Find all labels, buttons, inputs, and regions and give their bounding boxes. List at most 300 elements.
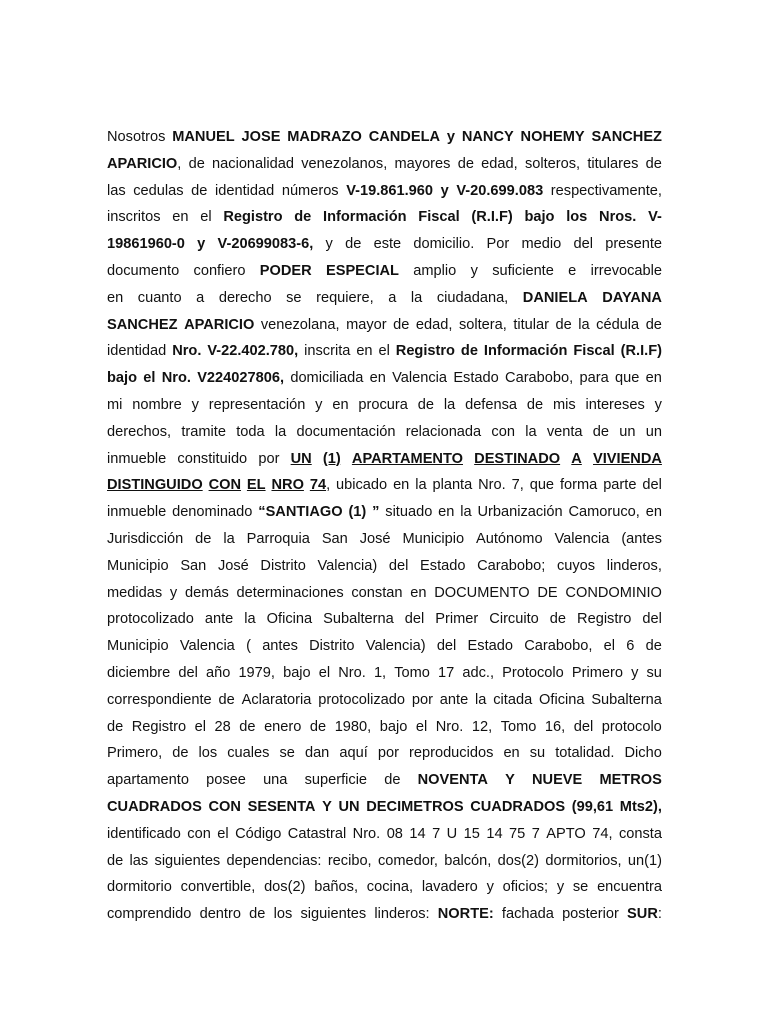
document-line <box>107 901 662 928</box>
text-run: el <box>194 718 206 735</box>
text-run: su <box>646 664 662 681</box>
text-run: posterior <box>562 906 619 923</box>
text-run: inscrita <box>304 343 351 360</box>
text-run: parte <box>603 477 637 494</box>
text-run: DAYANA <box>602 289 662 306</box>
text-run: las <box>129 852 149 869</box>
text-run: su <box>529 745 546 762</box>
text-run: protocolizado <box>318 691 406 708</box>
text-run: determinaciones <box>236 584 344 601</box>
text-run: titular <box>513 316 550 333</box>
text-run: solteros, <box>524 155 581 172</box>
text-run: DESTINADO <box>474 450 561 467</box>
text-run: en <box>172 209 189 226</box>
text-run: 7, <box>511 477 524 494</box>
text-run: las <box>107 182 126 199</box>
text-run: de <box>107 852 124 869</box>
text-run: de <box>218 691 235 708</box>
document-line <box>107 794 662 821</box>
text-run: de <box>191 182 208 199</box>
text-run: del <box>436 638 457 655</box>
text-run: antes <box>262 638 298 655</box>
text-run: dormitorios, <box>545 852 622 869</box>
text-run: en <box>503 745 520 762</box>
text-run: (1) <box>348 504 367 521</box>
text-run: SANCHEZ <box>107 316 178 333</box>
text-run: ubicado <box>336 477 388 494</box>
text-run: oficios; <box>502 879 549 896</box>
text-run: (R.I.F) <box>471 209 513 226</box>
text-run: un(1) <box>627 852 662 869</box>
document-line <box>107 285 662 312</box>
text-run: de <box>188 155 205 172</box>
text-run: Registro <box>131 718 187 735</box>
text-run: bajo <box>379 718 408 735</box>
document-line <box>107 419 662 446</box>
text-run: mis <box>552 396 576 413</box>
text-run: Estado <box>453 370 499 387</box>
text-run: dentro <box>199 906 241 923</box>
text-run: que <box>614 370 640 387</box>
text-run: V-19.861.960 <box>346 182 434 199</box>
text-run: y <box>197 236 206 253</box>
text-run: el <box>143 370 156 387</box>
text-run: la <box>410 289 423 306</box>
text-run: V-20.699.083 <box>456 182 544 199</box>
text-run: Mts2), <box>619 798 662 815</box>
text-run: V224027806, <box>197 370 285 387</box>
text-run: protocolizado <box>107 611 194 628</box>
text-run: venezolana, <box>260 316 340 333</box>
text-run: NANCY <box>461 129 514 145</box>
text-run: inmueble <box>107 450 167 467</box>
text-run: la <box>223 530 235 547</box>
text-run: defensa <box>465 396 518 413</box>
text-run: del <box>388 557 409 574</box>
text-run: Aclaratoria <box>241 691 312 708</box>
text-run: inmueble <box>107 504 167 521</box>
text-run: APTO <box>546 825 586 842</box>
text-run: Nro. <box>435 718 464 735</box>
text-run: DOCUMENTO <box>434 584 530 601</box>
text-run: Nro. <box>338 664 366 681</box>
text-run: encuentra <box>597 879 662 896</box>
document-line <box>107 874 662 901</box>
text-run: del <box>404 611 425 628</box>
text-run: Registro <box>577 611 632 628</box>
text-run: Registro <box>395 343 455 360</box>
text-run: Autónomo <box>476 530 543 547</box>
document-line <box>107 258 662 285</box>
text-run: presente <box>605 236 662 253</box>
text-run: V- <box>648 209 662 226</box>
document-line <box>107 633 662 660</box>
text-run: Oficina <box>539 691 585 708</box>
text-run: Información <box>483 343 568 360</box>
text-run: año <box>205 664 231 681</box>
text-run: Municipio <box>107 557 169 574</box>
text-run: con <box>187 825 211 842</box>
text-run: EL <box>246 477 266 494</box>
text-run: por <box>377 745 399 762</box>
text-run: el <box>318 664 331 681</box>
text-run: y <box>325 236 333 253</box>
text-run: dos(2) <box>497 852 540 869</box>
text-run: irrevocable <box>590 262 662 279</box>
text-run: mayor <box>346 316 387 333</box>
text-run: 74, <box>592 825 613 842</box>
text-run: se <box>279 745 295 762</box>
text-run: SUR <box>627 906 658 923</box>
text-run: Código <box>235 825 282 842</box>
document-line <box>107 499 662 526</box>
text-run: Distrito <box>260 557 306 574</box>
text-run: 7 <box>531 825 540 842</box>
text-run: APARICIO <box>184 316 255 333</box>
text-run: medidas <box>107 584 163 601</box>
text-run: en <box>356 343 373 360</box>
text-run: de <box>294 209 312 226</box>
text-run: Nro. <box>352 825 381 842</box>
text-run: UN <box>338 798 360 815</box>
text-run: para <box>579 370 609 387</box>
text-run: ” <box>372 504 380 521</box>
text-run: de <box>384 772 401 789</box>
text-run: identidad <box>214 182 275 199</box>
text-run: Y <box>505 772 515 789</box>
text-run: (antes <box>621 530 662 547</box>
document-line <box>107 178 662 205</box>
text-run: ESPECIAL <box>325 262 399 279</box>
text-run: SUR: <box>627 906 662 923</box>
text-run: la <box>460 504 472 521</box>
document-line <box>107 767 662 794</box>
document-line <box>107 687 662 714</box>
text-run: CONDOMINIO <box>565 584 662 601</box>
text-run: ciudadana, <box>436 289 509 306</box>
text-run: CON <box>208 477 242 494</box>
text-run: 14 <box>409 825 426 842</box>
text-run: de <box>645 155 662 172</box>
text-run: totalidad. <box>555 745 615 762</box>
text-run: denominado <box>172 504 253 521</box>
text-run: un <box>619 423 636 440</box>
text-run: SESENTA <box>247 798 316 815</box>
text-run: fachada <box>501 906 554 923</box>
text-run: convertible, <box>180 879 256 896</box>
text-run: tramite <box>181 423 226 440</box>
text-run: ante <box>439 691 469 708</box>
text-run: baños, <box>314 879 359 896</box>
text-run: que <box>529 477 555 494</box>
text-run: forma <box>559 477 598 494</box>
text-run: Primero, <box>107 745 163 762</box>
document-line <box>107 231 662 258</box>
text-run: procura <box>358 396 408 413</box>
text-run: en <box>393 477 410 494</box>
text-run: (R.I.F) <box>620 343 662 360</box>
text-run: Carabobo, <box>524 638 593 655</box>
text-run: siguientes <box>154 852 221 869</box>
text-run: Fiscal <box>573 343 615 360</box>
text-run: de <box>457 155 474 172</box>
document-line <box>107 606 662 633</box>
text-run: en <box>410 584 427 601</box>
text-run: el <box>200 209 212 226</box>
text-run: bajo <box>524 209 555 226</box>
document-body <box>107 124 662 928</box>
text-run: de <box>460 343 478 360</box>
text-run: Estado <box>420 557 466 574</box>
text-run: domicilio. <box>413 236 475 253</box>
text-run: citada <box>493 691 533 708</box>
text-run: y <box>486 879 494 896</box>
text-run: mi <box>107 396 123 413</box>
text-run: identificado <box>107 825 181 842</box>
text-run: y <box>470 262 478 279</box>
text-run: números <box>281 182 339 199</box>
text-run: y <box>631 664 639 681</box>
text-run: Tomo <box>500 718 537 735</box>
text-run: 15 <box>463 825 480 842</box>
text-run: domiciliada <box>290 370 364 387</box>
text-run: PODER <box>259 262 312 279</box>
text-run: Camoruco, <box>568 504 640 521</box>
text-run: Oficina <box>266 611 313 628</box>
text-run: y <box>169 584 178 601</box>
text-run: Información <box>323 209 407 226</box>
text-run: constan <box>351 584 403 601</box>
text-run: CUADRADOS <box>107 798 202 815</box>
text-run: 12, <box>471 718 493 735</box>
text-run: a <box>388 289 397 306</box>
text-run: de <box>249 906 266 923</box>
text-run: del <box>178 664 198 681</box>
text-run: linderos, <box>606 557 662 574</box>
text-run: en <box>332 396 349 413</box>
text-run: se <box>286 289 302 306</box>
text-run: Registro <box>223 209 283 226</box>
text-run: el <box>415 718 428 735</box>
document-line <box>107 714 662 741</box>
text-run: nacionalidad <box>212 155 295 172</box>
text-run: edad, <box>415 316 453 333</box>
text-run: José <box>359 530 391 547</box>
text-run: respectivamente, <box>550 182 662 199</box>
text-run: NORTE: <box>437 906 494 923</box>
text-run: 08 <box>386 825 403 842</box>
text-run: de <box>345 236 362 253</box>
text-run: en <box>107 289 124 306</box>
text-run: V-22.402.780, <box>207 343 299 360</box>
text-run: la <box>525 423 537 440</box>
text-run: 16, <box>544 718 566 735</box>
document-line <box>107 151 662 178</box>
text-run: venta <box>546 423 583 440</box>
text-run: mayores <box>394 155 451 172</box>
text-run: 74 <box>309 477 327 494</box>
text-run: VIVIENDA <box>593 450 662 467</box>
text-run: 6 <box>626 638 635 655</box>
text-run: lavadero <box>421 879 478 896</box>
text-run: NRO <box>271 477 304 494</box>
text-run: cuyos <box>556 557 596 574</box>
text-run: Fiscal <box>418 209 460 226</box>
text-run: la <box>415 477 427 494</box>
text-run: y <box>440 182 449 199</box>
text-run: inscritos <box>107 209 161 226</box>
text-run: 1979, <box>238 664 275 681</box>
text-run: DANIELA <box>522 289 588 306</box>
text-run: Circuito <box>489 611 539 628</box>
text-run: dormitorio <box>107 879 172 896</box>
text-run: cocina, <box>366 879 414 896</box>
text-run: dan <box>304 745 330 762</box>
text-run: José <box>217 557 249 574</box>
text-run: el <box>603 638 615 655</box>
text-run: representación <box>208 396 306 413</box>
text-run: aquí <box>339 745 368 762</box>
text-run: Municipio <box>107 638 169 655</box>
text-run: Jurisdicción <box>107 530 184 547</box>
document-line <box>107 204 662 231</box>
text-run: por <box>258 450 280 467</box>
text-run: Protocolo <box>502 664 564 681</box>
text-run: dependencias: <box>226 852 322 869</box>
text-run: diciembre <box>107 664 171 681</box>
text-run: del <box>573 236 593 253</box>
text-run: en <box>369 370 386 387</box>
text-run: 17 <box>438 664 455 681</box>
text-run: confiero <box>193 262 246 279</box>
text-run: (99,61 <box>571 798 614 815</box>
text-run: Urbanización <box>477 504 563 521</box>
text-run: NOHEMY <box>520 129 585 145</box>
text-run: los <box>566 209 588 226</box>
text-run: e <box>568 262 577 279</box>
text-run: posee <box>206 772 246 789</box>
text-run: 28 <box>214 718 231 735</box>
text-run: DE <box>537 584 558 601</box>
text-run: de <box>645 638 662 655</box>
text-run: de <box>393 316 410 333</box>
text-run: de <box>549 611 567 628</box>
text-run: Tomo <box>394 664 430 681</box>
text-run: balcón, <box>444 852 492 869</box>
document-line <box>107 553 662 580</box>
text-run: CANDELA <box>368 129 441 145</box>
text-run: 1980, <box>334 718 372 735</box>
text-run: Distrito <box>309 638 355 655</box>
text-run: Valencia <box>554 530 610 547</box>
text-run: demás <box>184 584 229 601</box>
text-run: adc., <box>462 664 494 681</box>
text-run: el <box>217 825 229 842</box>
text-run: a <box>196 289 205 306</box>
document-line <box>107 526 662 553</box>
text-run: de <box>592 423 609 440</box>
text-run: por <box>411 691 433 708</box>
text-run: identidad <box>107 343 167 360</box>
text-run: Valencia) <box>317 557 378 574</box>
text-run: cuanto <box>137 289 182 306</box>
text-run: Parroquia <box>246 530 310 547</box>
text-run: la <box>274 423 287 440</box>
text-run: de <box>172 745 189 762</box>
text-run: bajo <box>283 664 311 681</box>
document-line <box>107 124 662 151</box>
text-run: en <box>645 504 662 521</box>
text-run: y <box>315 396 323 413</box>
text-run: un <box>645 423 662 440</box>
text-run: toda <box>236 423 265 440</box>
text-run: la <box>475 691 487 708</box>
text-run: “SANTIAGO <box>258 504 343 521</box>
text-run: comedor, <box>377 852 438 869</box>
text-run: documentación <box>296 423 396 440</box>
text-run: Carabobo; <box>477 557 546 574</box>
text-run: UN <box>290 450 312 467</box>
text-run: este <box>373 236 402 253</box>
text-run: soltera, <box>458 316 507 333</box>
text-run: Municipio <box>402 530 465 547</box>
text-run: Carabobo, <box>505 370 574 387</box>
text-run: 1, <box>373 664 387 681</box>
text-run: Nosotros <box>107 129 166 145</box>
text-run: APARTAMENTO <box>351 450 463 467</box>
text-run: Y <box>322 798 332 815</box>
text-run: de <box>107 718 124 735</box>
document-line <box>107 446 662 473</box>
text-run: recibo, <box>327 852 372 869</box>
text-run: Valencia <box>179 638 235 655</box>
text-run: DECIMETROS <box>366 798 464 815</box>
text-run: correspondiente <box>107 691 212 708</box>
text-run: 7 <box>432 825 441 842</box>
text-run: con <box>491 423 515 440</box>
text-run: Subalterna <box>591 691 662 708</box>
text-run: de <box>526 396 544 413</box>
text-run: relacionada <box>405 423 482 440</box>
text-run: NOVENTA <box>417 772 488 789</box>
text-run: requiere, <box>316 289 374 306</box>
text-run: Nro. <box>172 343 202 360</box>
text-run: medio <box>521 236 562 253</box>
text-run: edad, <box>481 155 518 172</box>
text-run: San <box>321 530 348 547</box>
text-run: cédula <box>596 316 640 333</box>
text-run: y <box>191 396 199 413</box>
text-run: Por <box>486 236 510 253</box>
text-run: protocolo <box>601 718 662 735</box>
text-run: se <box>572 879 589 896</box>
text-run: 75 <box>509 825 526 842</box>
text-run: la <box>244 611 256 628</box>
text-run: Dicho <box>624 745 662 762</box>
text-run: amplio <box>413 262 457 279</box>
text-run: Primer <box>435 611 479 628</box>
text-run: planta <box>432 477 473 494</box>
text-run: enero <box>264 718 302 735</box>
text-run: 74, <box>309 477 331 494</box>
text-run: el <box>378 343 390 360</box>
text-run: situado <box>385 504 433 521</box>
text-run: siguientes <box>300 906 367 923</box>
text-run: JOSE <box>241 129 281 145</box>
document-line <box>107 740 662 767</box>
text-run: superficie <box>304 772 368 789</box>
text-run: titulares <box>587 155 639 172</box>
